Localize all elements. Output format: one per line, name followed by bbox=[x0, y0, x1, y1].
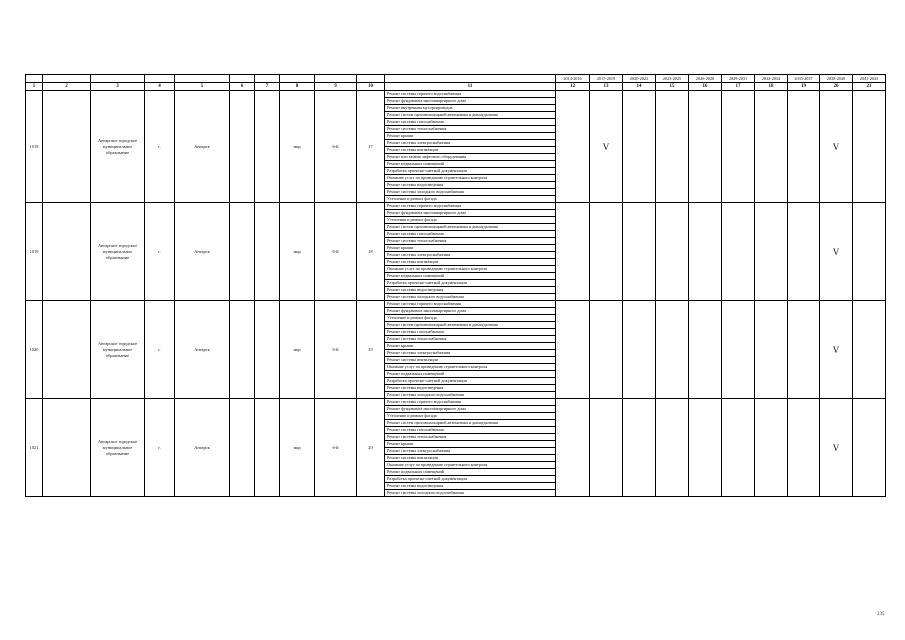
schedule-cell bbox=[689, 203, 722, 301]
street-type: мкр bbox=[280, 203, 315, 301]
work-item: Ремонт системы вентиляции bbox=[385, 147, 556, 154]
work-item: Ремонт системы теплоснабжения bbox=[385, 238, 556, 245]
work-item: Ремонт системы теплоснабжения bbox=[385, 434, 556, 441]
schedule-cell bbox=[689, 301, 722, 399]
column-number-header: 6 bbox=[230, 83, 255, 91]
work-item: Ремонт системы горячего водоснабжения bbox=[385, 301, 556, 308]
header-years-row bbox=[26, 75, 886, 83]
work-item: Ремонт системы водоотведения bbox=[385, 287, 556, 294]
work-item: Ремонт или замена лифтового оборудования bbox=[385, 154, 556, 161]
empty-cell bbox=[43, 301, 91, 399]
year-range-header: 2026-2028 bbox=[689, 75, 722, 83]
empty-cell bbox=[230, 301, 255, 399]
settlement-name: Ангарск bbox=[175, 301, 230, 399]
column-number-header: 4 bbox=[145, 83, 175, 91]
header-empty-cell bbox=[26, 75, 43, 83]
column-number-header: 17 bbox=[722, 83, 755, 91]
work-item: Утепление и ремонт фасада bbox=[385, 413, 556, 420]
table-row bbox=[26, 91, 886, 98]
table-row bbox=[26, 203, 886, 210]
house-number: 19 bbox=[357, 301, 385, 399]
column-number-header: 9 bbox=[315, 83, 357, 91]
empty-cell bbox=[255, 203, 280, 301]
schedule-cell bbox=[689, 399, 722, 497]
work-item: Ремонт системы горячего водоснабжения bbox=[385, 399, 556, 406]
work-item: Разработка проектно-сметной документации bbox=[385, 476, 556, 483]
work-item: Ремонт системы электроснабжения bbox=[385, 252, 556, 259]
column-number-header: 16 bbox=[689, 83, 722, 91]
year-range-header: 2023-2025 bbox=[656, 75, 689, 83]
work-item: Ремонт системы вентиляции bbox=[385, 357, 556, 364]
header-empty-cell bbox=[175, 75, 230, 83]
column-number-header: 15 bbox=[656, 83, 689, 91]
house-number: 17 bbox=[357, 91, 385, 203]
street-type: мкр bbox=[280, 399, 315, 497]
work-item: Утепление и ремонт фасада bbox=[385, 315, 556, 322]
capital-repair-table bbox=[25, 74, 886, 497]
work-item: Ремонт системы горячего водоснабжения bbox=[385, 91, 556, 98]
street-name: 6-й bbox=[315, 301, 357, 399]
column-number-header: 12 bbox=[556, 83, 590, 91]
header-empty-cell bbox=[385, 75, 556, 83]
year-range-header: 2035-2037 bbox=[788, 75, 820, 83]
work-item: Ремонт фундамента многоквартирного дома bbox=[385, 210, 556, 217]
column-number-header: 5 bbox=[175, 83, 230, 91]
schedule-cell bbox=[590, 301, 623, 399]
header-numbers-row bbox=[26, 83, 886, 91]
column-number-header: 18 bbox=[755, 83, 788, 91]
header-empty-cell bbox=[43, 75, 91, 83]
table-row bbox=[26, 399, 886, 406]
schedule-cell bbox=[788, 203, 820, 301]
schedule-cell bbox=[623, 399, 656, 497]
schedule-mark: V bbox=[820, 203, 853, 301]
column-number-header: 20 bbox=[820, 83, 853, 91]
table-body bbox=[26, 75, 886, 497]
schedule-cell bbox=[853, 203, 886, 301]
work-item: Оказание услуг по проведению строительного контроля bbox=[385, 175, 556, 182]
municipal-entity: Ангарское городское муниципальное образование bbox=[91, 91, 145, 203]
schedule-cell bbox=[722, 91, 755, 203]
schedule-cell bbox=[656, 399, 689, 497]
work-item: Ремонт системы электроснабжения bbox=[385, 350, 556, 357]
work-item: Оказание услуг по проведению строительного контроля bbox=[385, 266, 556, 273]
header-empty-cell bbox=[230, 75, 255, 83]
schedule-cell bbox=[623, 301, 656, 399]
record-number: 1021 bbox=[26, 399, 43, 497]
empty-cell bbox=[255, 91, 280, 203]
work-item: Ремонт крыши bbox=[385, 133, 556, 140]
page-number: 235 bbox=[877, 612, 885, 617]
schedule-cell bbox=[556, 399, 590, 497]
house-number: 20 bbox=[357, 399, 385, 497]
record-number: 1019 bbox=[26, 203, 43, 301]
empty-cell bbox=[230, 399, 255, 497]
street-type: мкр bbox=[280, 301, 315, 399]
settlement-type: г. bbox=[145, 301, 175, 399]
municipal-entity: Ангарское городское муниципальное образование bbox=[91, 399, 145, 497]
work-item: Ремонт крыши bbox=[385, 343, 556, 350]
work-item: Ремонт системы электроснабжения bbox=[385, 140, 556, 147]
settlement-type: г. bbox=[145, 203, 175, 301]
column-number-header: 21 bbox=[853, 83, 886, 91]
empty-cell bbox=[230, 91, 255, 203]
empty-cell bbox=[230, 203, 255, 301]
work-item: Ремонт системы теплоснабжения bbox=[385, 126, 556, 133]
schedule-cell bbox=[722, 301, 755, 399]
work-item: Ремонт подвальных помещений bbox=[385, 469, 556, 476]
schedule-cell bbox=[755, 301, 788, 399]
schedule-cell bbox=[788, 399, 820, 497]
work-item: Ремонт системы газоснабжения bbox=[385, 231, 556, 238]
schedule-mark: V bbox=[820, 399, 853, 497]
work-item: Ремонт системы холодного водоснабжения bbox=[385, 392, 556, 399]
column-number-header: 10 bbox=[357, 83, 385, 91]
empty-cell bbox=[43, 91, 91, 203]
column-number-header: 11 bbox=[385, 83, 556, 91]
work-item: Ремонт систем противопожарной автоматики и дымоудаления bbox=[385, 420, 556, 427]
column-number-header: 1 bbox=[26, 83, 43, 91]
header-empty-cell bbox=[145, 75, 175, 83]
column-number-header: 13 bbox=[590, 83, 623, 91]
work-item: Разработка проектно-сметной документации bbox=[385, 280, 556, 287]
schedule-cell bbox=[689, 91, 722, 203]
settlement-type: г. bbox=[145, 91, 175, 203]
work-item: Ремонт системы газоснабжения bbox=[385, 329, 556, 336]
work-item: Утепление и ремонт фасада bbox=[385, 196, 556, 203]
year-range-header: 2029-2031 bbox=[722, 75, 755, 83]
schedule-cell bbox=[623, 91, 656, 203]
settlement-type: г. bbox=[145, 399, 175, 497]
schedule-cell bbox=[755, 203, 788, 301]
schedule-cell bbox=[556, 91, 590, 203]
work-item: Ремонт системы электроснабжения bbox=[385, 448, 556, 455]
work-item: Ремонт фундамента многоквартирного дома bbox=[385, 406, 556, 413]
settlement-name: Ангарск bbox=[175, 91, 230, 203]
schedule-cell bbox=[853, 301, 886, 399]
column-number-header: 3 bbox=[91, 83, 145, 91]
header-empty-cell bbox=[280, 75, 315, 83]
settlement-name: Ангарск bbox=[175, 203, 230, 301]
work-item: Ремонт систем противопожарной автоматики и дымоудаления bbox=[385, 224, 556, 231]
schedule-mark: V bbox=[590, 91, 623, 203]
work-item: Ремонт крыши bbox=[385, 441, 556, 448]
schedule-cell bbox=[556, 203, 590, 301]
work-item: Ремонт системы вентиляции bbox=[385, 259, 556, 266]
work-item: Ремонт подвальных помещений bbox=[385, 371, 556, 378]
work-item: Ремонт крыши bbox=[385, 245, 556, 252]
schedule-cell bbox=[590, 203, 623, 301]
work-item: Ремонт системы холодного водоснабжения bbox=[385, 189, 556, 196]
schedule-cell bbox=[853, 91, 886, 203]
schedule-cell bbox=[788, 91, 820, 203]
street-type: мкр bbox=[280, 91, 315, 203]
schedule-cell bbox=[755, 91, 788, 203]
street-name: 6-й bbox=[315, 203, 357, 301]
work-item: Ремонт подвальных помещений bbox=[385, 273, 556, 280]
work-item: Ремонт системы холодного водоснабжения bbox=[385, 490, 556, 497]
record-number: 1018 bbox=[26, 91, 43, 203]
empty-cell bbox=[43, 203, 91, 301]
work-item: Ремонт системы горячего водоснабжения bbox=[385, 203, 556, 210]
column-number-header: 2 bbox=[43, 83, 91, 91]
schedule-cell bbox=[656, 301, 689, 399]
table-row bbox=[26, 301, 886, 308]
municipal-entity: Ангарское городское муниципальное образование bbox=[91, 301, 145, 399]
work-item: Ремонт системы теплоснабжения bbox=[385, 336, 556, 343]
work-item: Разработка проектно-сметной документации bbox=[385, 378, 556, 385]
house-number: 18 bbox=[357, 203, 385, 301]
column-number-header: 8 bbox=[280, 83, 315, 91]
municipal-entity: Ангарское городское муниципальное образование bbox=[91, 203, 145, 301]
work-item: Ремонт системы вентиляции bbox=[385, 455, 556, 462]
header-empty-cell bbox=[357, 75, 385, 83]
year-range-header: 2032-2034 bbox=[755, 75, 788, 83]
column-number-header: 7 bbox=[255, 83, 280, 91]
schedule-cell bbox=[853, 399, 886, 497]
work-item: Ремонт системы водоотведения bbox=[385, 483, 556, 490]
header-empty-cell bbox=[91, 75, 145, 83]
work-item: Ремонт системы водоотведения bbox=[385, 385, 556, 392]
work-item: Оказание услуг по проведению строительного контроля bbox=[385, 462, 556, 469]
settlement-name: Ангарск bbox=[175, 399, 230, 497]
schedule-cell bbox=[623, 203, 656, 301]
year-range-header: 2014-2016 bbox=[556, 75, 590, 83]
work-item: Ремонт системы газоснабжения bbox=[385, 119, 556, 126]
schedule-cell bbox=[788, 301, 820, 399]
work-item: Утепление и ремонт фасада bbox=[385, 217, 556, 224]
schedule-cell bbox=[722, 399, 755, 497]
work-item: Ремонт системы газоснабжения bbox=[385, 427, 556, 434]
schedule-cell bbox=[656, 91, 689, 203]
work-item: Ремонт системы холодного водоснабжения bbox=[385, 294, 556, 301]
street-name: 6-й bbox=[315, 399, 357, 497]
column-number-header: 19 bbox=[788, 83, 820, 91]
work-item: Ремонт системы водоотведения bbox=[385, 182, 556, 189]
work-item: Ремонт фундамента многоквартирного дома bbox=[385, 308, 556, 315]
header-empty-cell bbox=[255, 75, 280, 83]
work-item: Ремонт подвальных помещений bbox=[385, 161, 556, 168]
schedule-cell bbox=[722, 203, 755, 301]
work-item: Разработка проектно-сметной документации bbox=[385, 168, 556, 175]
schedule-mark: V bbox=[820, 301, 853, 399]
year-range-header: 2020-2022 bbox=[623, 75, 656, 83]
work-item: Оказание услуг по проведению строительного контроля bbox=[385, 364, 556, 371]
schedule-cell bbox=[556, 301, 590, 399]
column-number-header: 14 bbox=[623, 83, 656, 91]
record-number: 1020 bbox=[26, 301, 43, 399]
schedule-cell bbox=[590, 399, 623, 497]
schedule-cell bbox=[656, 203, 689, 301]
empty-cell bbox=[255, 399, 280, 497]
work-item: Ремонт систем противопожарной автоматики и дымоудаления bbox=[385, 112, 556, 119]
street-name: 6-й bbox=[315, 91, 357, 203]
year-range-header: 2038-2040 bbox=[820, 75, 853, 83]
work-item: Ремонт фундамента многоквартирного дома bbox=[385, 98, 556, 105]
header-empty-cell bbox=[315, 75, 357, 83]
work-item: Ремонт систем противопожарной автоматики и дымоудаления bbox=[385, 322, 556, 329]
empty-cell bbox=[255, 301, 280, 399]
work-item: Ремонт внутренних мусоропроводов bbox=[385, 105, 556, 112]
empty-cell bbox=[43, 399, 91, 497]
schedule-cell bbox=[755, 399, 788, 497]
schedule-mark: V bbox=[820, 91, 853, 203]
year-range-header: 2017-2019 bbox=[590, 75, 623, 83]
year-range-header: 2041-2043 bbox=[853, 75, 886, 83]
